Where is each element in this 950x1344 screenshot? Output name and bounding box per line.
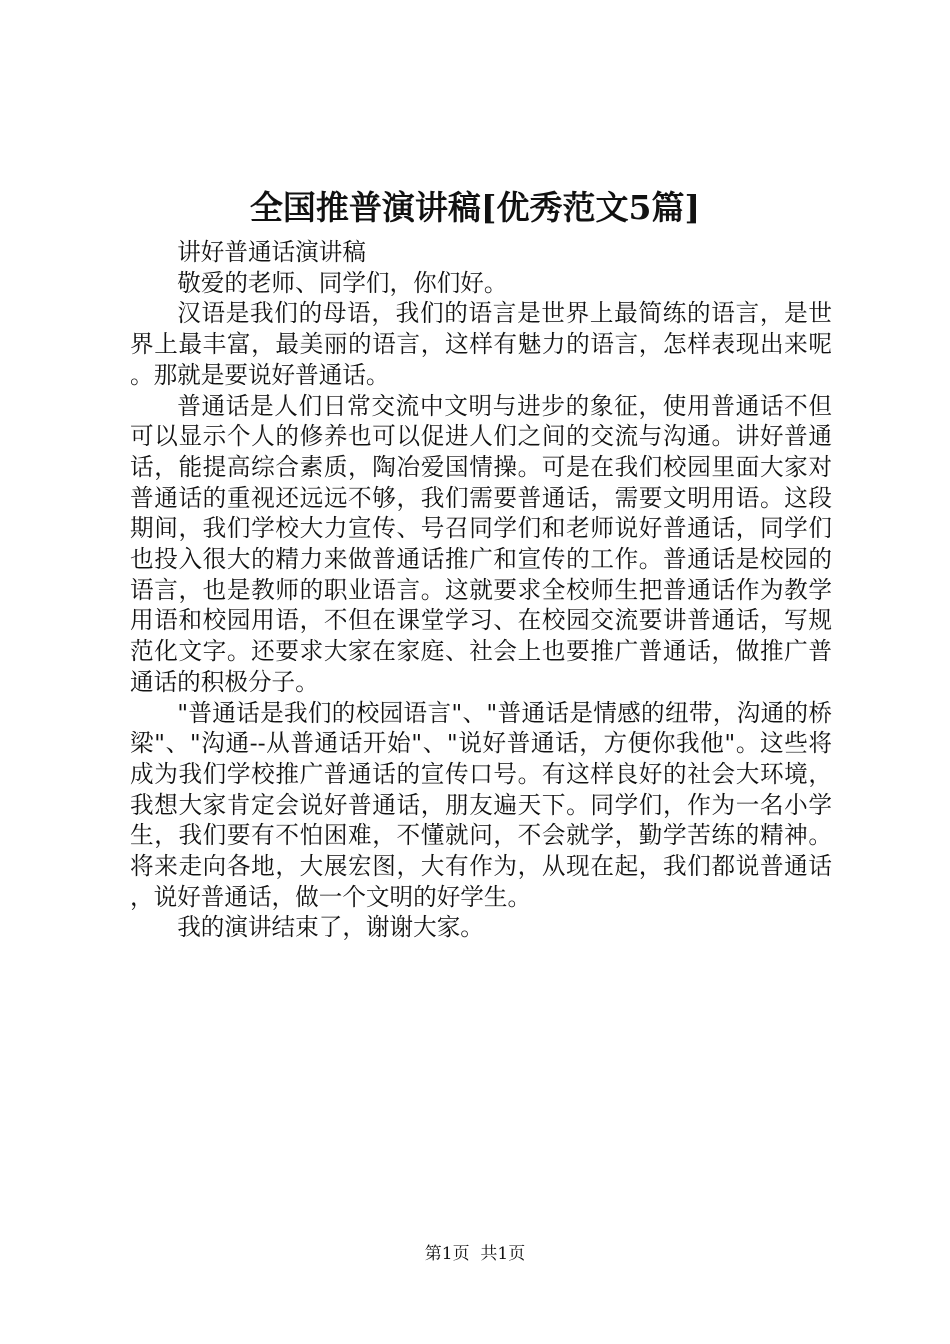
page-total: 共1页 (480, 1244, 526, 1264)
paragraph-greeting: 敬爱的老师、同学们，你们好。 (177, 268, 508, 297)
paragraph-3: "普通话是我们的校园语言"、"普通话是情感的纽带，沟通的桥梁"、"沟通--从普通话开始"、"说好普通话，方便你我他"。这些将成为我们学校推广普通话的宣传口号。有这样良好的社会大环境，我想大家肯定会说好普通话，朋友遍天下。同学们，作为一名小学生，我们要有不怕困难，不懂就问，不会就学，勤学苦练的精神。将来走向各地，大展宏图，大有作为，从现在起，我们都说普通话，说好普通话，做一个文明的好学生。 (130, 698, 832, 911)
paragraph-1: 汉语是我们的母语，我们的语言是世界上最简练的语言，是世界上最丰富，最美丽的语言，这样有魅力的语言，怎样表现出来呢。那就是要说好普通话。 (130, 299, 832, 389)
page-number: 第1页 (424, 1244, 470, 1264)
page-footer (0, 1242, 950, 1266)
paragraph-2: 普通话是人们日常交流中文明与进步的象征，使用普通话不但可以显示个人的修养也可以促进人们之间的交流与沟通。讲好普通话，能提高综合素质，陶冶爱国情操。可是在我们校园里面大家对普通话的重视还远远不够，我们需要普通话，需要文明用语。这段期间，我们学校大力宣传、号召同学们和老师说好普通话，同学们也投入很大的精力来做普通话推广和宣传的工作。普通话是校园的语言，也是教师的职业语言。这就要求全校师生把普通话作为教学用语和校园用语，不但在课堂学习、在校园交流要讲普通话，写规范化文字。还要求大家在家庭、社会上也要推广普通话，做推广普通话的积极分子。 (130, 391, 832, 696)
paragraph-subtitle: 讲好普通话演讲稿 (177, 238, 366, 266)
paragraph-closing: 我的演讲结束了，谢谢大家。 (177, 913, 484, 942)
document-body (130, 237, 832, 943)
document-title: 全国推普演讲稿[优秀范文5篇] (249, 188, 701, 227)
